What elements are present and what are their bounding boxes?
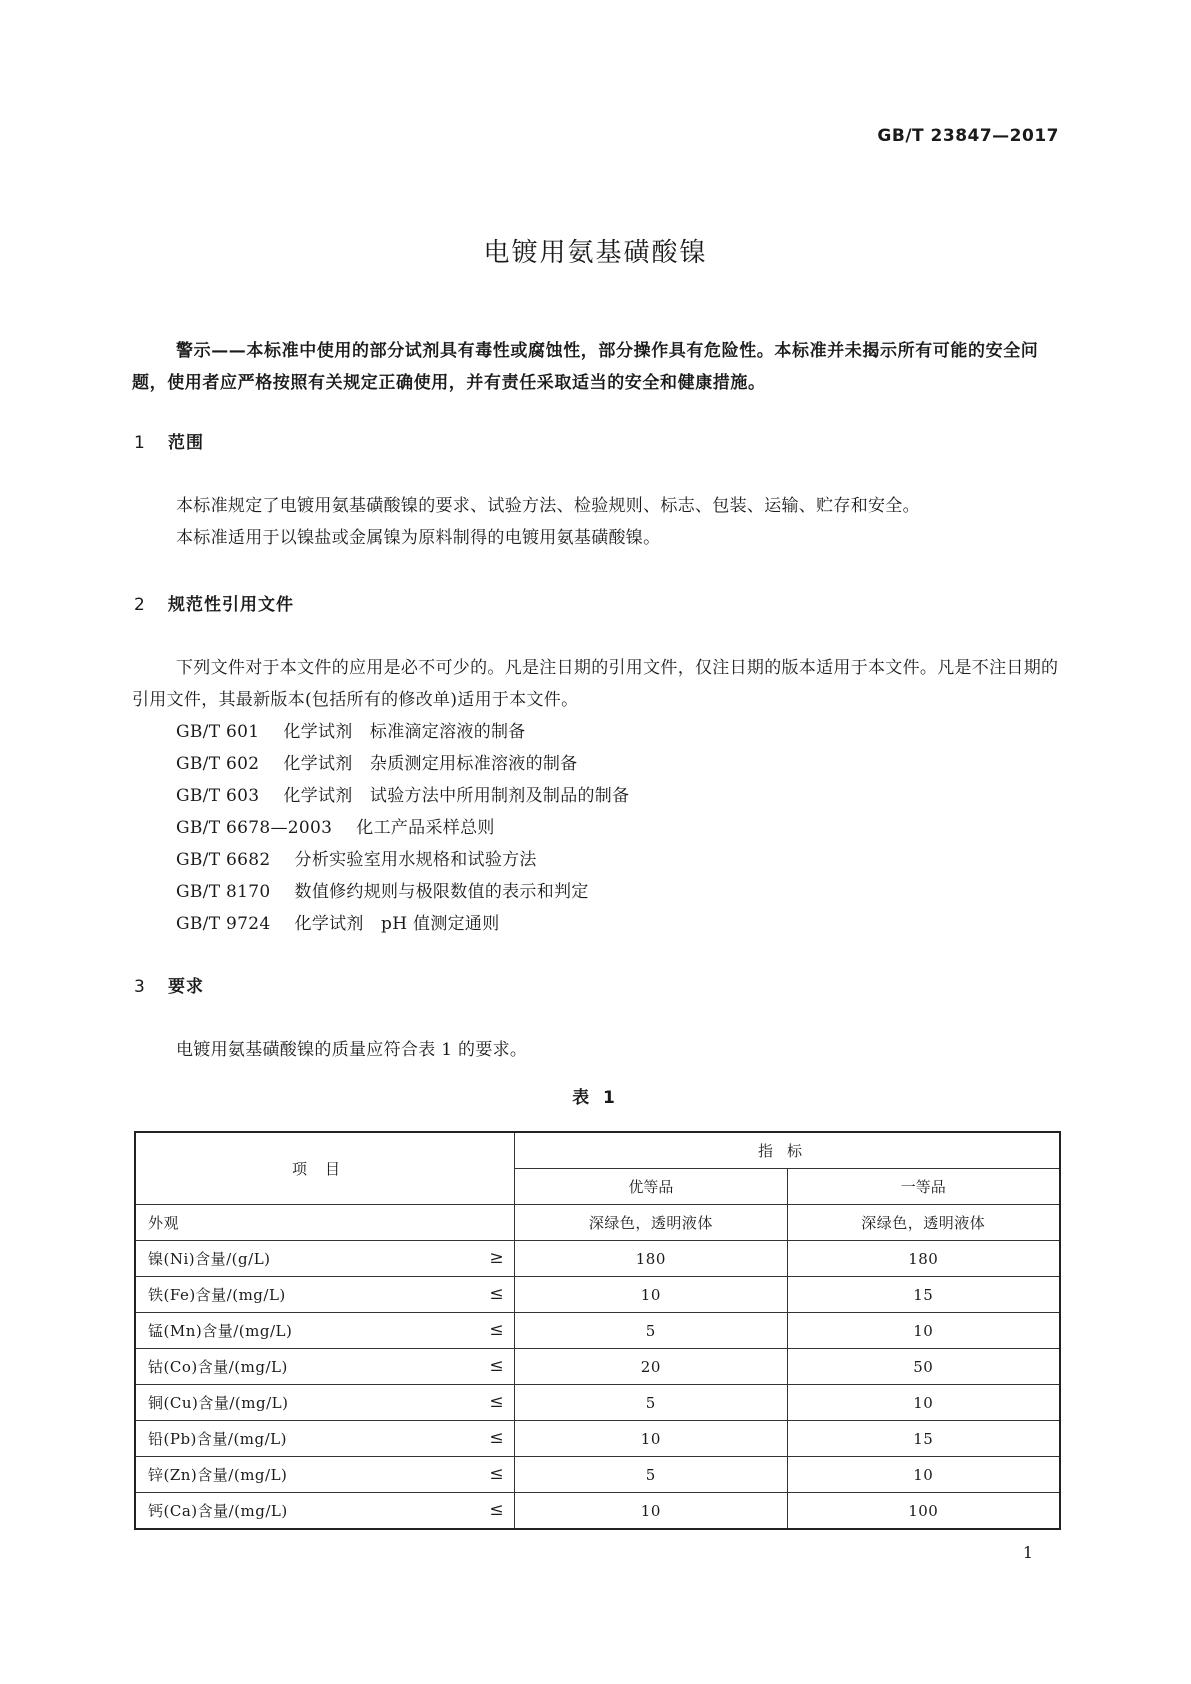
section-title: 范围: [168, 433, 204, 453]
item-name: 锌(Zn)含量/(mg/L): [148, 1466, 288, 1484]
limit-operator: ≤: [489, 1320, 505, 1340]
section-title: 要求: [168, 977, 204, 997]
value-first: 10: [787, 1385, 1060, 1421]
header-grade-first: 一等品: [787, 1169, 1060, 1205]
value-superior: 5: [515, 1385, 787, 1421]
table-row: [135, 1205, 1060, 1241]
reference-list: [176, 716, 629, 940]
table-row: [135, 1493, 1060, 1530]
table-caption: 表 1: [572, 1088, 619, 1108]
table-row: [135, 1421, 1060, 1457]
limit-operator: ≥: [489, 1248, 505, 1268]
value-superior: 5: [515, 1457, 787, 1493]
value-superior: 10: [515, 1421, 787, 1457]
item-name-cell: [135, 1205, 515, 1241]
reference-code: GB/T 6678—2003: [176, 818, 333, 838]
item-name-cell: [135, 1313, 515, 1349]
requirements-table: [134, 1131, 1061, 1530]
reference-title: 化学试剂 pH 值测定通则: [294, 914, 500, 934]
item-name: 锰(Mn)含量/(mg/L): [148, 1322, 293, 1340]
value-superior: 180: [515, 1241, 787, 1277]
table-row: [135, 1241, 1060, 1277]
reference-item: [176, 780, 629, 812]
reference-code: GB/T 602: [176, 754, 260, 774]
table-row: [135, 1457, 1060, 1493]
item-name: 镍(Ni)含量/(g/L): [148, 1250, 271, 1268]
reference-item: [176, 844, 629, 876]
limit-operator: ≤: [489, 1284, 505, 1304]
value-first: 180: [787, 1241, 1060, 1277]
value-first: 10: [787, 1457, 1060, 1493]
page-number: 1: [1022, 1543, 1033, 1562]
warning-notice: 警示——本标准中使用的部分试剂具有毒性或腐蚀性，部分操作具有危险性。本标准并未揭示所有可能的安全问题，使用者应严格按照有关规定正确使用，并有责任采取适当的安全和健康措施。: [132, 341, 1039, 393]
reference-item: [176, 812, 629, 844]
item-name-cell: [135, 1277, 515, 1313]
limit-operator: ≤: [489, 1464, 505, 1484]
item-name: 钙(Ca)含量/(mg/L): [148, 1502, 288, 1520]
value-first: 10: [787, 1313, 1060, 1349]
header-item: 项目: [135, 1132, 515, 1205]
item-name: 钴(Co)含量/(mg/L): [148, 1358, 288, 1376]
reference-title: 化学试剂 标准滴定溶液的制备: [283, 722, 526, 742]
reference-code: GB/T 8170: [176, 882, 271, 902]
reference-title: 化工产品采样总则: [356, 818, 495, 838]
value-superior: 深绿色，透明液体: [515, 1205, 787, 1241]
reference-title: 化学试剂 试验方法中所用制剂及制品的制备: [283, 786, 630, 806]
section-number: 1: [134, 433, 146, 453]
value-superior: 10: [515, 1493, 787, 1530]
table-row: [135, 1313, 1060, 1349]
header-grade-superior: 优等品: [515, 1169, 787, 1205]
limit-operator: ≤: [489, 1356, 505, 1376]
value-superior: 10: [515, 1277, 787, 1313]
section-title: 规范性引用文件: [168, 595, 294, 615]
reference-code: GB/T 603: [176, 786, 260, 806]
item-name: 铜(Cu)含量/(mg/L): [148, 1394, 289, 1412]
table-row: [135, 1385, 1060, 1421]
item-name-cell: [135, 1349, 515, 1385]
item-name-cell: [135, 1421, 515, 1457]
reference-code: GB/T 6682: [176, 850, 271, 870]
reference-item: [176, 908, 629, 940]
section-heading-normative-references: [134, 590, 294, 615]
reference-title: 分析实验室用水规格和试验方法: [294, 850, 537, 870]
value-superior: 5: [515, 1313, 787, 1349]
limit-operator: ≤: [489, 1392, 505, 1412]
value-first: 深绿色，透明液体: [787, 1205, 1060, 1241]
section-number: 2: [134, 595, 146, 615]
scope-paragraph: 本标准适用于以镍盐或金属镍为原料制得的电镀用氨基磺酸镍。: [176, 528, 661, 548]
item-name-cell: [135, 1457, 515, 1493]
value-first: 15: [787, 1421, 1060, 1457]
reference-code: GB/T 9724: [176, 914, 271, 934]
item-name-cell: [135, 1493, 515, 1530]
document-title: 电镀用氨基磺酸镍: [483, 238, 708, 268]
header-indicator: 指标: [515, 1132, 1060, 1169]
value-first: 50: [787, 1349, 1060, 1385]
value-first: 15: [787, 1277, 1060, 1313]
reference-code: GB/T 601: [176, 722, 260, 742]
value-superior: 20: [515, 1349, 787, 1385]
item-name: 外观: [148, 1214, 180, 1232]
reference-item: [176, 748, 629, 780]
limit-operator: ≤: [489, 1428, 505, 1448]
value-first: 100: [787, 1493, 1060, 1530]
limit-operator: ≤: [489, 1500, 505, 1520]
reference-item: [176, 716, 629, 748]
table-row: [135, 1349, 1060, 1385]
reference-item: [176, 876, 629, 908]
section-heading-scope: [134, 428, 204, 453]
section-number: 3: [134, 977, 146, 997]
requirements-paragraph: 电镀用氨基磺酸镍的质量应符合表 1 的要求。: [176, 1040, 528, 1060]
references-intro-paragraph: 下列文件对于本文件的应用是必不可少的。凡是注日期的引用文件，仅注日期的版本适用于本文件。凡是不注日期的引用文件，其最新版本(包括所有的修改单)适用于本文件。: [132, 658, 1059, 710]
standard-number: GB/T 23847—2017: [877, 126, 1059, 146]
item-name-cell: [135, 1241, 515, 1277]
item-name-cell: [135, 1385, 515, 1421]
table-row: [135, 1277, 1060, 1313]
reference-title: 化学试剂 杂质测定用标准溶液的制备: [283, 754, 578, 774]
reference-title: 数值修约规则与极限数值的表示和判定: [294, 882, 589, 902]
item-name: 铁(Fe)含量/(mg/L): [148, 1286, 286, 1304]
section-heading-requirements: [134, 972, 204, 997]
scope-paragraph: 本标准规定了电镀用氨基磺酸镍的要求、试验方法、检验规则、标志、包装、运输、贮存和安全。: [176, 496, 920, 516]
item-name: 铅(Pb)含量/(mg/L): [148, 1430, 287, 1448]
